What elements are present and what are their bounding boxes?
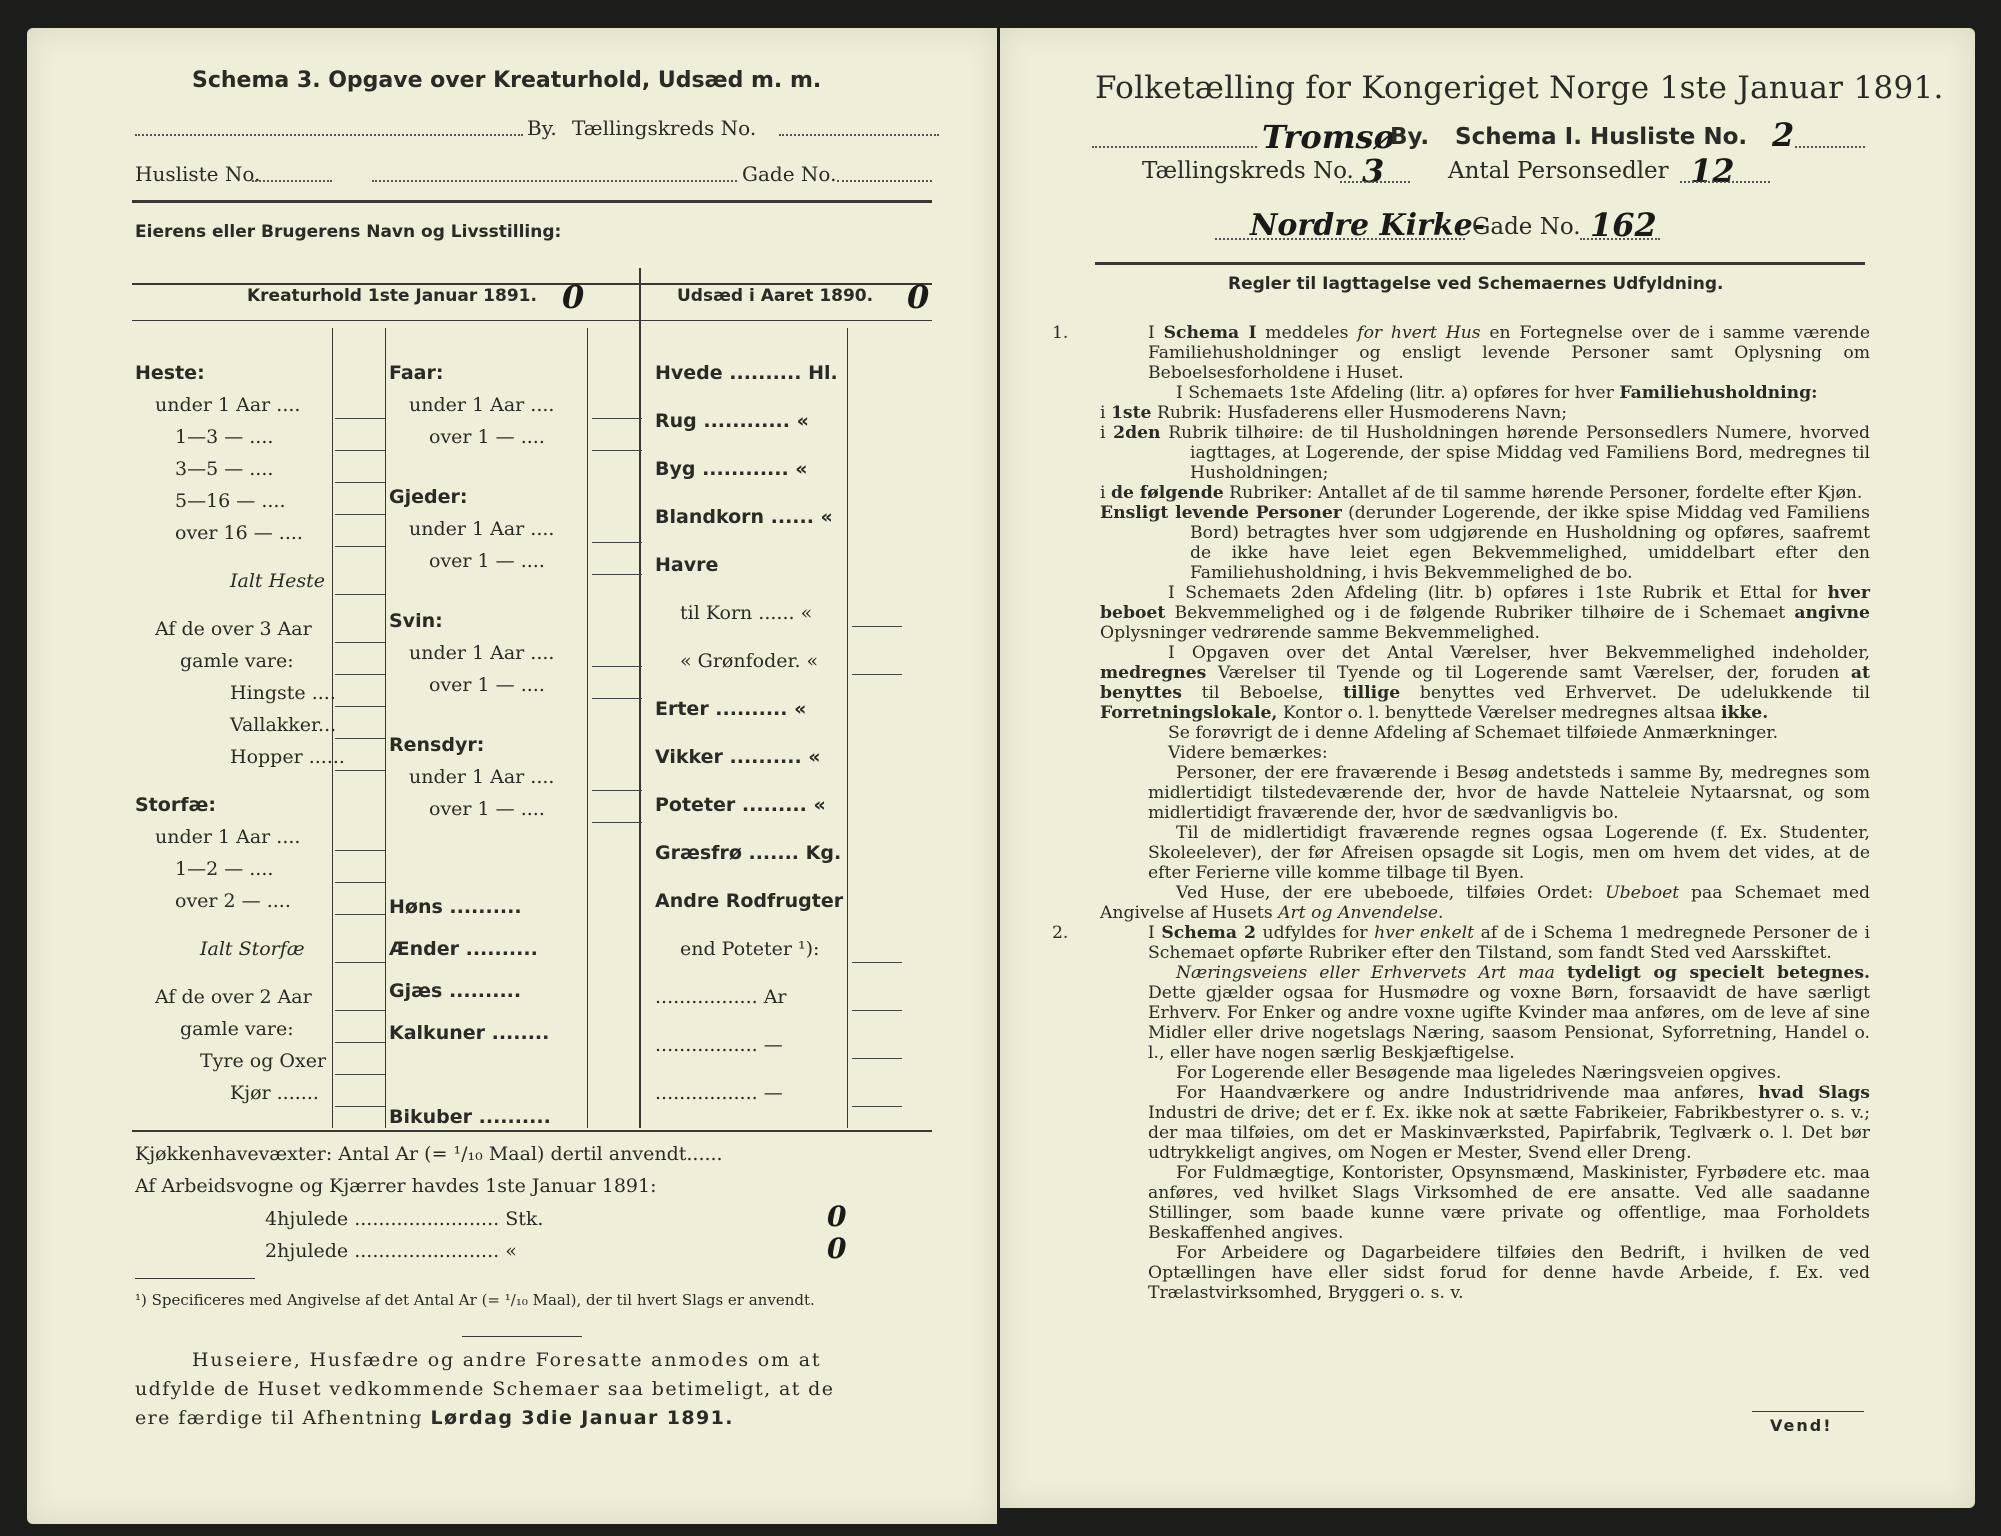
col2-entry-line (592, 574, 642, 575)
col1-row: 1—2 — .... (175, 858, 274, 880)
col3-row: Havre (655, 554, 719, 576)
col1-entry-line (335, 482, 385, 483)
col1-row: Af de over 2 Aar (155, 986, 312, 1008)
col3-entry-line (852, 674, 902, 675)
rule-2-haandvaerkere: For Haandværkere og andre Industridrivende maa anføres, hvad Slags Industri de drive; det er f. Ex. ikke nok at sætte Fabrikeier, Fabrikbestyrer o. s. v.; der maa tilføies, om det er Maskinværksted, Papirfabrik, Teglværk o. l. Det bør udtrykkeligt angives, om Nogen er Mester, Svend eller Dreng. (1148, 1083, 1870, 1163)
col2-entry-line (592, 666, 642, 667)
rule-1-fravaerende: Personer, der ere fraværende i Besøg andetsteds i samme By, medregnes som midlertidigt tilstedeværende der, hvor de havde Natteleie Nytaarsnat, og som midlertidigt fraværende der, hvor de sædvanligvis bo. (1148, 763, 1870, 823)
col-line-2a (587, 328, 588, 1128)
census-title: Folketælling for Kongeriget Norge 1ste Januar 1891. (1095, 70, 1944, 106)
gade-no-dots (1580, 238, 1660, 240)
gade-name-blank (372, 180, 737, 182)
col2-row: over 1 — .... (429, 550, 545, 572)
col1-row: Ialt Storfæ (200, 938, 305, 960)
col1-row: 3—5 — .... (175, 458, 274, 480)
col1-row: under 1 Aar .... (155, 826, 301, 848)
col1-row: Af de over 3 Aar (155, 618, 312, 640)
rule-1-vaerelser: I Opgaven over det Antal Værelser, hver Bekvemmelighed indeholder, medregnes Værelser til Tyende og til Logerende samt Værelser, der, foruden at benyttes til Beboelse, tillige benyttes ved Erhvervet. De udelukkende til Forretningslokale, Kontor o. l. benyttede Værelser medregnes altsaa ikke. (1100, 643, 1870, 723)
gade-no-handwritten: 162 (1590, 206, 1657, 244)
col3-entry-line (852, 962, 902, 963)
antal-handwritten: 12 (1690, 152, 1735, 190)
col1-entry-line (335, 546, 385, 547)
col1-row: gamle vare: (180, 650, 294, 672)
hjul2-text: 2hjulede ........................ « (265, 1240, 517, 1262)
col1-row: over 2 — .... (175, 890, 291, 912)
by-dots (1092, 146, 1257, 148)
closing-date: Lørdag 3die Januar 1891. (430, 1407, 734, 1429)
col3-row: Hvede .......... Hl. (655, 362, 838, 384)
col2-row: Rensdyr: (389, 734, 485, 756)
col3-row: til Korn ...... « (680, 602, 813, 624)
col1-entry-line (335, 850, 385, 851)
vend-label: Vend! (1770, 1416, 1833, 1435)
kjokken-text: Kjøkkenhavevæxter: Antal Ar (= ¹/₁₀ Maal) dertil anvendt...... (135, 1143, 723, 1165)
husliste-label: Husliste No. (135, 162, 261, 186)
kreds-dots (1340, 181, 1410, 183)
rule-2-arbeidere: For Arbeidere og Dagarbeidere tilføies den Bedrift, i hvilken de ved Optællingen have eller sidst forud for denne havde Arbeide, f. Ex. ved Trælastvirksomhed, Bryggeri o. s. v. (1148, 1243, 1870, 1303)
col1-row: Heste: (135, 362, 205, 384)
col2-row: over 1 — .... (429, 798, 545, 820)
col1-entry-line (335, 642, 385, 643)
col1-row: under 1 Aar .... (155, 394, 301, 416)
col2-row: Gjæs .......... (389, 980, 522, 1002)
col-line-1b (385, 328, 386, 1128)
col-line-3a (847, 328, 848, 1128)
arbeid-text: Af Arbeidsvogne og Kjærrer havdes 1ste Januar 1891: (135, 1175, 657, 1197)
col3-row: Rug ............ « (655, 410, 809, 432)
right-page (1000, 28, 1975, 1508)
col2-row: Faar: (389, 362, 444, 384)
col2-entry-line (592, 418, 642, 419)
col2-row: under 1 Aar .... (409, 394, 555, 416)
closing-line-3 (135, 1407, 734, 1429)
husliste-handwritten: 2 (1772, 116, 1795, 154)
antal-label: Antal Personsedler (1448, 158, 1669, 184)
eier-label: Eierens eller Brugerens Navn og Livsstilling: (135, 222, 562, 242)
col3-entry-line (852, 1106, 902, 1107)
left-page (27, 28, 997, 1524)
col2-entry-line (592, 822, 642, 823)
col1-row: Hingste .... (230, 682, 336, 704)
col1-entry-line (335, 914, 385, 915)
col2-row: under 1 Aar .... (409, 642, 555, 664)
schema3-title: Schema 3. Opgave over Kreaturhold, Udsæd m. m. (192, 68, 822, 93)
col1-entry-line (335, 514, 385, 515)
col2-entry-line (592, 542, 642, 543)
col1-row: Tyre og Oxer (200, 1050, 327, 1072)
col3-row: ................. Ar (655, 986, 787, 1008)
by-blank (135, 134, 523, 136)
col2-row: under 1 Aar .... (409, 766, 555, 788)
rule-1-ensligt: Ensligt levende Personer (derunder Logerende, der ikke spise Middag ved Familiens Bord) betragtes hver som udgjørende en Husholdning og opføres, saafremt de ikke have leiet egen Bekvemmelighed, umiddelbart efter den Familiehusholdning, i hvis Bekvemmelighed de bo. (1100, 503, 1870, 583)
rules-heading: Regler til Iagttagelse ved Schemaernes Udfyldning. (1228, 274, 1724, 294)
col1-entry-line (335, 1010, 385, 1011)
gade-handwritten: Nordre Kirke- (1250, 208, 1486, 243)
kreatur-header: Kreaturhold 1ste Januar 1891. (247, 286, 537, 306)
col1-entry-line (335, 1074, 385, 1075)
title-rule (1095, 262, 1865, 265)
col1-entry-line (335, 674, 385, 675)
table-bottom-rule (132, 1130, 932, 1132)
col3-row: « Grønfoder. « (680, 650, 819, 672)
by-label: By. (1390, 124, 1430, 150)
rule-2-intro: 2. I Schema 2 udfyldes for hver enkelt af de i Schema 1 medregnede Personer de i Schemaet opførte Rubriker efter den Tilstand, som fandt Sted ved Aarsskiftet. (1052, 923, 1871, 963)
rule-1-folgende: i de følgende Rubriker: Antallet af de til samme hørende Personer, fordelte efter Kjøn. (1100, 483, 1863, 503)
col3-row: Andre Rodfrugter (655, 890, 844, 912)
schema1-label: Schema I. Husliste No. (1455, 124, 1748, 150)
col1-row: Vallakker... (230, 714, 337, 736)
col3-row: Poteter ......... « (655, 794, 826, 816)
closing-line-3-text: ere færdige til Afhentning (135, 1407, 431, 1429)
gade-label: Gade No. (742, 162, 837, 186)
rule-2-naering: Næringsveiens eller Erhvervets Art maa tydeligt og specielt betegnes. Dette gjælder ogsaa for Husmødre og voxne Børn, forsaavidt de have særligt Erhverv. For Enker og andre voxne ugifte Kvinder maa anføres, om de leve af sine Midler eller drive nogetslags Næring, saasom Pensionat, Syforretning, Handel o. l., eller have nogen særlig Beskjæftigelse. (1148, 963, 1870, 1063)
col1-row: Ialt Heste (230, 570, 326, 592)
col1-entry-line (335, 962, 385, 963)
gade-label: Gade No. (1472, 214, 1581, 240)
col1-row: gamle vare: (180, 1018, 294, 1040)
col3-entry-line (852, 1058, 902, 1059)
closing-line-1: Huseiere, Husfædre og andre Foresatte anmodes om at (192, 1349, 822, 1371)
col1-entry-line (335, 1106, 385, 1107)
col3-row: Vikker .......... « (655, 746, 821, 768)
rule-1-anmaerkninger: Se forøvrigt de i denne Afdeling af Schemaet tilføiede Anmærkninger. (1168, 723, 1779, 743)
col1-row: Hopper ...... (230, 746, 345, 768)
col1-entry-line (335, 738, 385, 739)
table-top-rule (132, 283, 932, 285)
by-label: By. (527, 116, 557, 140)
rule-1-afdeling2: I Schemaets 2den Afdeling (litr. b) opføres i 1ste Rubrik et Ettal for hver beboet Bekvemmelighed og i de følgende Rubriker tilhøire de i Schemaet angivne Oplysninger vedrørende samme Bekvemmelighed. (1100, 583, 1870, 643)
col3-row: Blandkorn ...... « (655, 506, 833, 528)
col1-row: Kjør ....... (230, 1082, 319, 1104)
gade-no-blank (837, 180, 932, 182)
col2-row: Høns .......... (389, 896, 522, 918)
hjul2-handwritten: 0 (827, 1232, 847, 1265)
rule-1-videre: Videre bemærkes: (1168, 743, 1328, 763)
col2-entry-line (592, 450, 642, 451)
col1-entry-line (335, 418, 385, 419)
table-header-rule (132, 320, 932, 321)
closing-line-2: udfylde de Huset vedkommende Schemaer saa betimeligt, at de (135, 1378, 835, 1400)
col1-entry-line (335, 882, 385, 883)
col1-entry-line (335, 706, 385, 707)
header-rule (132, 200, 932, 203)
col2-row: over 1 — .... (429, 426, 545, 448)
col2-row: Ænder .......... (389, 938, 538, 960)
col1-entry-line (335, 594, 385, 595)
col3-entry-line (852, 626, 902, 627)
rule-1-logerende: Til de midlertidigt fraværende regnes ogsaa Logerende (f. Ex. Studenter, Skoleelever), der før Afreisen opsagde sit Logis, men om hvem det vides, at de efter Ferierne ville komme tilbage til Byen. (1148, 823, 1870, 883)
col1-row: 1—3 — .... (175, 426, 274, 448)
col2-entry-line (592, 790, 642, 791)
col3-row: Byg ............ « (655, 458, 808, 480)
footnote-rule (135, 1278, 255, 1279)
rule-1-afdeling: I Schemaets 1ste Afdeling (litr. a) opføres for hver Familiehusholdning: (1176, 383, 1818, 403)
col1-row: over 16 — .... (175, 522, 303, 544)
by-handwritten: Tromsø (1262, 118, 1395, 156)
vend-rule (1752, 1411, 1864, 1412)
col3-row: Græsfrø ....... Kg. (655, 842, 842, 864)
col2-row: over 1 — .... (429, 674, 545, 696)
kreds-handwritten: 3 (1362, 152, 1385, 190)
rule-1-intro: 1. I Schema I meddeles for hvert Hus en Fortegnelse over de i samme værende Familiehusholdninger og ensligt levende Personer samt Oplysning om Beboelsesforholdene i Huset. (1052, 323, 1871, 383)
col1-row: Storfæ: (135, 794, 216, 816)
col3-row: end Poteter ¹): (680, 938, 820, 960)
col1-entry-line (335, 450, 385, 451)
col3-row: ................. — (655, 1034, 783, 1056)
closing-rule (462, 1336, 582, 1337)
col2-row: Gjeder: (389, 486, 468, 508)
udsaed-header: Udsæd i Aaret 1890. (677, 286, 874, 306)
husliste-blank (252, 180, 332, 182)
col1-row: 5—16 — .... (175, 490, 286, 512)
rules-text (1052, 323, 1871, 1303)
col3-entry-line (852, 1010, 902, 1011)
col1-entry-line (335, 770, 385, 771)
kreatur-handwritten: 0 (562, 278, 585, 316)
col3-row: ................. — (655, 1082, 783, 1104)
kreds-blank (779, 134, 939, 136)
rule-1-ubeboet: Ved Huse, der ere ubeboede, tilføies Ordet: Ubeboet paa Schemaet med Angivelse af Husets Art og Anvendelse. (1100, 883, 1870, 923)
kreds-label: Tællingskreds No. (572, 116, 757, 140)
col2-row: under 1 Aar .... (409, 518, 555, 540)
col2-row: Kalkuner ........ (389, 1022, 550, 1044)
col3-row: Erter .......... « (655, 698, 807, 720)
footnote: ¹) Specificeres med Angivelse af det Antal Ar (= ¹/₁₀ Maal), der til hvert Slags er anvendt. (135, 1291, 815, 1309)
kreds-label: Tællingskreds No. (1142, 158, 1354, 184)
rule-2-fuldmaegtige: For Fuldmægtige, Kontorister, Opsynsmænd, Maskinister, Fyrbødere etc. maa anføres, ved hvilket Slags Virksomhed de ere ansatte. Ved alle saadanne Stillinger, som baade kunne være private og offentlige, maa Forholdets Beskaffenhed angives. (1148, 1163, 1870, 1243)
rule-2-besogende: For Logerende eller Besøgende maa ligeledes Næringsveien opgives. (1176, 1063, 1782, 1083)
hjul4-handwritten: 0 (827, 1200, 847, 1233)
col2-row: Svin: (389, 610, 443, 632)
gade-dots (1215, 238, 1465, 240)
antal-dots (1680, 181, 1770, 183)
hjul4-text: 4hjulede ........................ Stk. (265, 1208, 544, 1230)
husliste-dots (1795, 146, 1865, 148)
col2-entry-line (592, 698, 642, 699)
col2-row: Bikuber .......... (389, 1106, 551, 1128)
rule-1-rubrik1: i 1ste Rubrik: Husfaderens eller Husmoderens Navn; (1100, 403, 1568, 423)
col1-entry-line (335, 1042, 385, 1043)
rule-1-rubrik2: i 2den Rubrik tilhøire: de til Husholdningen hørende Personsedlers Numere, hvorved iagttages, at Logerende, der spise Middag ved Familiens Bord, medregnes til Husholdningen; (1100, 423, 1870, 483)
udsaed-handwritten: 0 (907, 278, 930, 316)
